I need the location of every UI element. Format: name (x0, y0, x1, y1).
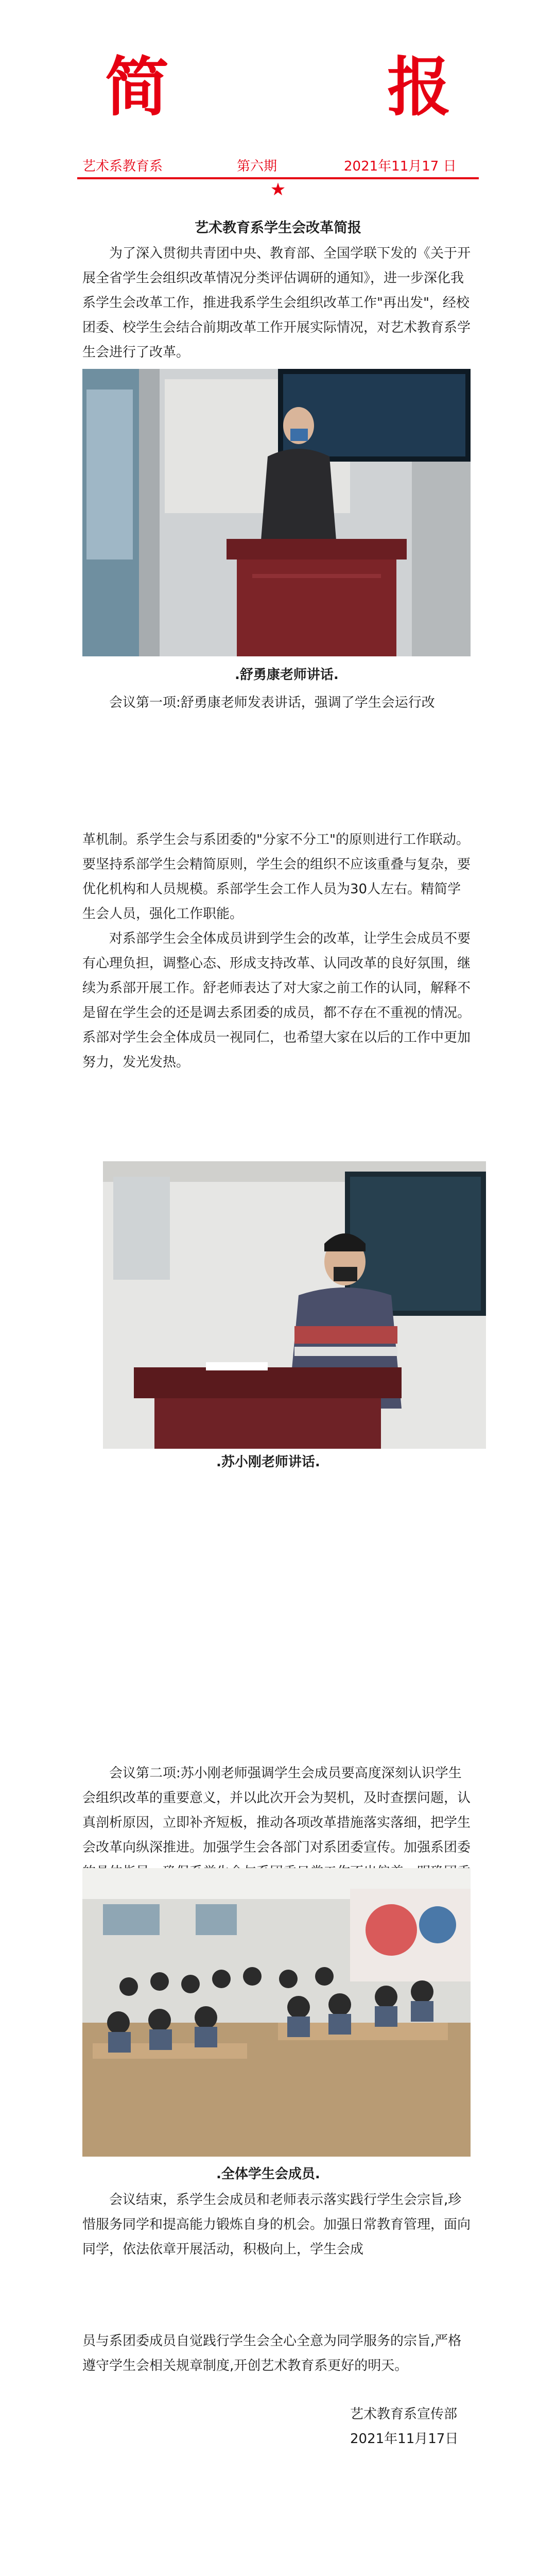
paragraph-item-two: 会议第二项:苏小刚老师强调学生会成员要高度深刻认识学生会组织改革的重要意义，并以此次开会为契机，及时查摆问题，认真剖析原因，立即补齐短板，推动各项改革措施落实落细，把学生会改革向纵深推进。加强学生会各部门对系团委宣传。加强系团委 (82, 1766, 471, 1855)
paragraph-item-one: 会议第一项:舒勇康老师发表讲话，强调了学生会运行改 (109, 695, 435, 710)
photo-su-speech (103, 1161, 486, 1449)
paragraph-intro: 为了深入贯彻共青团中央、教育部、全国学联下发的《关于开展全省学生会组织改革情况分类评估调研的通知》，进一步深化我系学生会改革工作，推进我系学生会组织改革工作"再出发"，经校团委、校学生会结合前期改革工作开展实际情况，对艺术教育系学生会进行了改革。 (82, 246, 471, 360)
issuer-org: 艺术系教育系 (82, 159, 163, 174)
star-icon: ★ (270, 179, 286, 200)
masthead-title: 简 报 (105, 50, 528, 125)
caption-shu: .舒勇康老师讲话. (235, 667, 339, 683)
paragraph-closing: 会议结束，系学生会成员和老师表示落实践行学生会宗旨,珍惜服务同学和提高能力锻炼自身的机会。加强日常教育管理，面向同学，依法依章开展活动，积极向上，学生会成 (82, 2192, 471, 2257)
photo-all-members (82, 1868, 471, 2157)
signature-dept: 艺术教育系宣传部 (350, 2406, 458, 2422)
caption-su: .苏小刚老师讲话. (216, 1454, 320, 1470)
issue-date: 2021年11月17 日 (344, 159, 457, 174)
issue-number: 第六期 (237, 159, 277, 174)
paragraph-members: 对系部学生会全体成员讲到学生会的改革，让学生会成员不要有心理负担，调整心态、形成支持改革、认同改革的良好氛围，继续为系部开展工作。舒老师表达了对大家之前工作的认同，解释不是留在学生会的还是调去系团委的成员，都不存在不重视的情况。系部对学生会全体成员一视同仁，也希望大家在以后的工作中更加努力，发光发热。 (82, 931, 471, 1070)
caption-members: .全体学生会成员. (216, 2166, 320, 2182)
paragraph-mechanism: 革机制。系学生会与系团委的"分家不分工"的原则进行工作联动。要坚持系部学生会精简原则，学生会的组织不应该重叠与复杂，要优化机构和人员规模。系部学生会工作人员为30人左右。精简学生会人员，强化工作职能。 (82, 832, 471, 922)
paragraph-closing-cont: 员与系团委成员自觉践行学生会全心全意为同学服务的宗旨,严格遵守学生会相关规章制度,开创艺术教育系更好的明天。 (82, 2333, 462, 2374)
photo-shu-speech (82, 369, 471, 656)
page-title: 艺术教育系学生会改革简报 (195, 220, 361, 236)
signature-date: 2021年11月17日 (350, 2431, 459, 2447)
